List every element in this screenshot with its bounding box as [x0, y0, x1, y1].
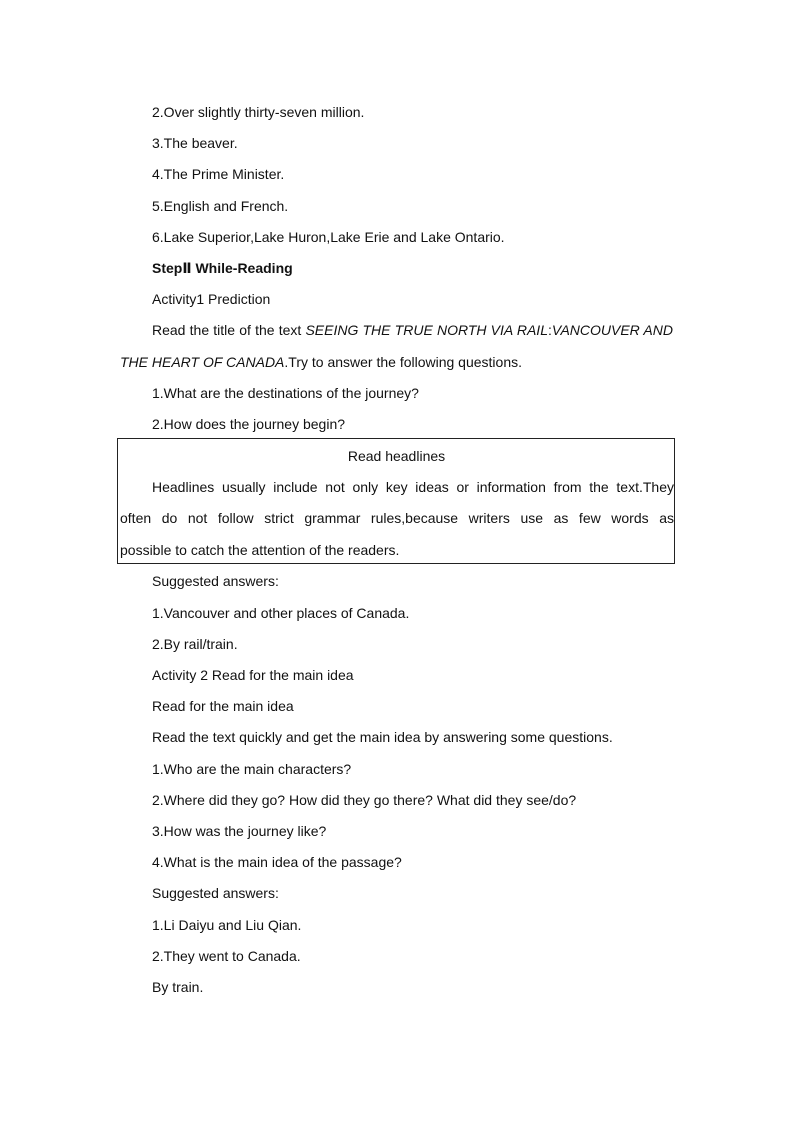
answer-line: By train.	[152, 979, 204, 995]
tip-box-line: Headlines usually include not only key ideas or information from the text.They	[152, 479, 674, 495]
activity2-heading: Activity 2 Read for the main idea	[152, 667, 354, 683]
intro-tail: .Try to answer the following questions.	[284, 354, 523, 370]
question-line: 1.What are the destinations of the journey?	[152, 385, 419, 401]
tip-box-title: Read headlines	[347, 448, 446, 464]
tip-box-line: often do not follow strict grammar rules,because writers use as few words as	[120, 510, 674, 526]
question-line: 4.What is the main idea of the passage?	[152, 854, 402, 870]
question-line: 2.Where did they go? How did they go there? What did they see/do?	[152, 792, 577, 808]
sub-heading: Read for the main idea	[152, 698, 294, 714]
instruction-line: Read the text quickly and get the main idea by answering some questions.	[152, 729, 613, 745]
intro-lead: Read the title of the text	[152, 322, 306, 338]
answer-line: 3.The beaver.	[152, 135, 238, 151]
question-line: 3.How was the journey like?	[152, 823, 327, 839]
answer-line: 6.Lake Superior,Lake Huron,Lake Erie and Lake Ontario.	[152, 229, 505, 245]
tip-box-line: possible to catch the attention of the readers.	[120, 542, 400, 558]
step-heading: StepⅡ While-Reading	[152, 260, 293, 276]
answer-line: 2.By rail/train.	[152, 636, 238, 652]
intro-title-part1: SEEING THE TRUE NORTH VIA RAIL	[305, 322, 548, 338]
question-line: 1.Who are the main characters?	[152, 761, 352, 777]
answer-line: 4.The Prime Minister.	[152, 166, 285, 182]
intro-title-part2: VANCOUVER AND	[551, 322, 673, 338]
answer-line: 1.Vancouver and other places of Canada.	[152, 605, 410, 621]
answers-label: Suggested answers:	[152, 573, 279, 589]
answer-line: 5.English and French.	[152, 198, 289, 214]
intro-colon: :	[547, 322, 552, 338]
answers-label: Suggested answers:	[152, 885, 279, 901]
answer-line: 2.Over slightly thirty-seven million.	[152, 104, 365, 120]
question-line: 2.How does the journey begin?	[152, 416, 346, 432]
answer-line: 2.They went to Canada.	[152, 948, 301, 964]
intro-line-1	[152, 321, 673, 339]
intro-title-part3: THE HEART OF CANADA	[120, 354, 285, 370]
activity1-heading: Activity1 Prediction	[152, 291, 271, 307]
intro-line-2	[120, 353, 673, 371]
answer-line: 1.Li Daiyu and Liu Qian.	[152, 917, 302, 933]
